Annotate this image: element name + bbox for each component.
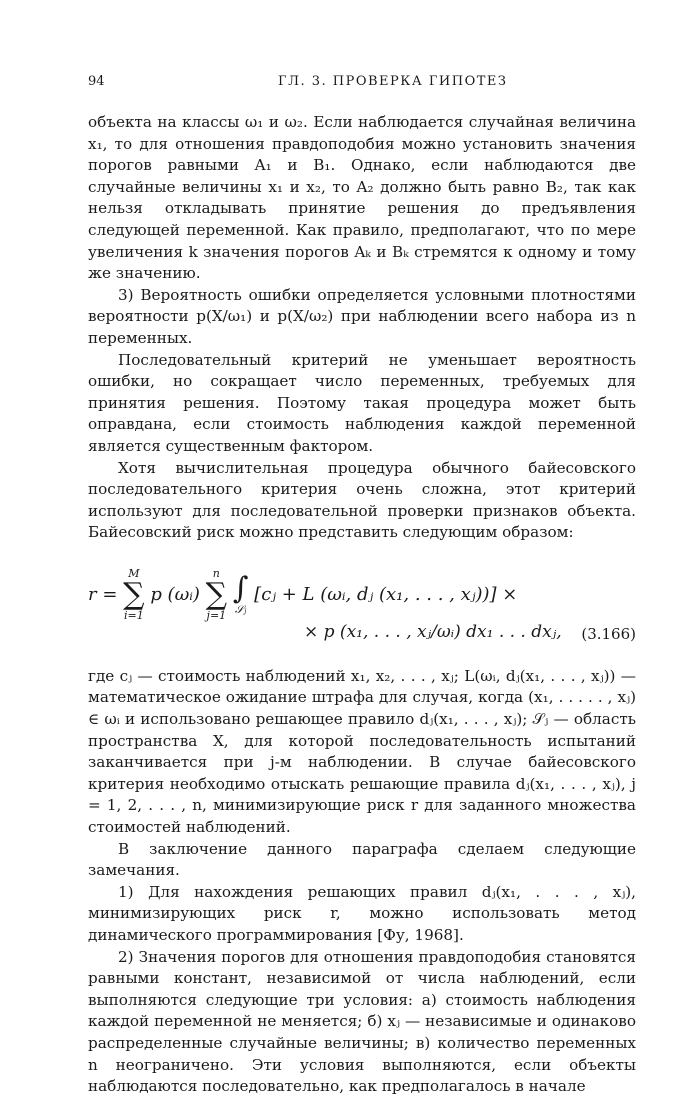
paragraph-3: Последовательный критерий не уменьшает вероятность ошибки, но сокращает число переменных, требуемых для принятия решения. Поэтому такая процедура может быть оправдана, если стоимость наблюдения каждой переменной является существенным фактором. [88,350,636,455]
formula-term-2: [cⱼ + L (ωᵢ, dⱼ (x₁, . . . , xⱼ))] × [254,583,518,605]
integral-icon: ∫ [232,570,249,606]
formula-3-166 [88,550,636,660]
paragraph-7: 1) Для нахождения решающих правил dⱼ(x₁, . . . , xⱼ), минимизирующих риск r, можно использовать метод динамического программирования [Фу, 1968]. [88,882,636,944]
paragraph-5: где cⱼ — стоимость наблюдений x₁, x₂, . . . , xⱼ; L(ωᵢ, dⱼ(x₁, . . . , xⱼ)) — математическое ожидание штрафа для случая, когда (x₁, . . . . . , xⱼ) ∈ ωᵢ и использовано решающее правило dⱼ(x₁, . . . , xⱼ); 𝒮ⱼ — область пространства X, для которой последовательность испытаний заканчивается при j-м наблюдении. В случае байесовского критерия необходимо отыскать решающие правила dⱼ(x₁, . . . , xⱼ), j = 1, 2, . . . , n, минимизирующие риск r для заданного множества стоимостей наблюдений. [88,666,636,837]
paragraph-2: 3) Вероятность ошибки определяется условными плотностями вероятности p(X/ω₁) и p(X/ω₂) при наблюдении всего набора из n переменных. [88,285,636,347]
paragraph-1: объекта на классы ω₁ и ω₂. Если наблюдается случайная величина x₁, то для отношения правдоподобия можно установить значения порогов равными A₁ и B₁. Однако, если наблюдаются две случайные величины x₁ и x₂, то A₂ должно быть равно B₂, так как нельзя откладывать принятие решения до предъявления следующей переменной. Как правило, предполагают, что по мере увеличения k значения порогов Aₖ и Bₖ стремятся к одному и тому же значению. [88,113,636,283]
formula-line-2: × p (x₁, . . . , xⱼ/ωᵢ) dx₁ . . . dxⱼ, [304,621,562,642]
sum-j-lower: j=1 [206,608,227,622]
page-body [88,112,636,1098]
integral-domain: 𝒮ⱼ [234,602,247,616]
sum-over-i [123,568,144,622]
paragraph-4: Хотя вычислительная процедура обычного байесовского последовательного критерия очень сложна, этот критерий используют для последовательной проверки признаков объекта. Байесовский риск можно представить следующим образом: [88,458,636,542]
formula-term-1: p (ωᵢ) [150,583,200,605]
paragraph-6: В заключение данного параграфа сделаем следующие замечания. [88,839,636,880]
formula-lhs: r = [88,583,118,605]
sum-i-lower: i=1 [124,608,144,622]
sum-i-upper: M [128,566,140,580]
integral [232,570,249,616]
equation-number: (3.166) [581,624,636,643]
sum-j-upper: n [212,566,220,580]
sigma-icon: ∑ [123,576,145,612]
running-title: ГЛ. 3. ПРОВЕРКА ГИПОТЕЗ [278,74,508,89]
page-header [88,68,636,96]
paragraph-8: 2) Значения порогов для отношения правдоподобия становятся равными констант, независимой от числа наблюдений, если выполняются следующие три условия: а) стоимость наблюдения каждой переменной не меняется; б) xⱼ — независимые и одинаково распределенные случайные величины; в) количество переменных n неограничено. Эти условия выполняются, если объекты наблюдаются последовательно, как предполагалось в начале [88,947,636,1096]
sum-over-j [206,568,227,622]
sigma-icon: ∑ [205,576,228,612]
formula-line-1 [88,568,517,622]
page-number: 94 [88,74,105,89]
